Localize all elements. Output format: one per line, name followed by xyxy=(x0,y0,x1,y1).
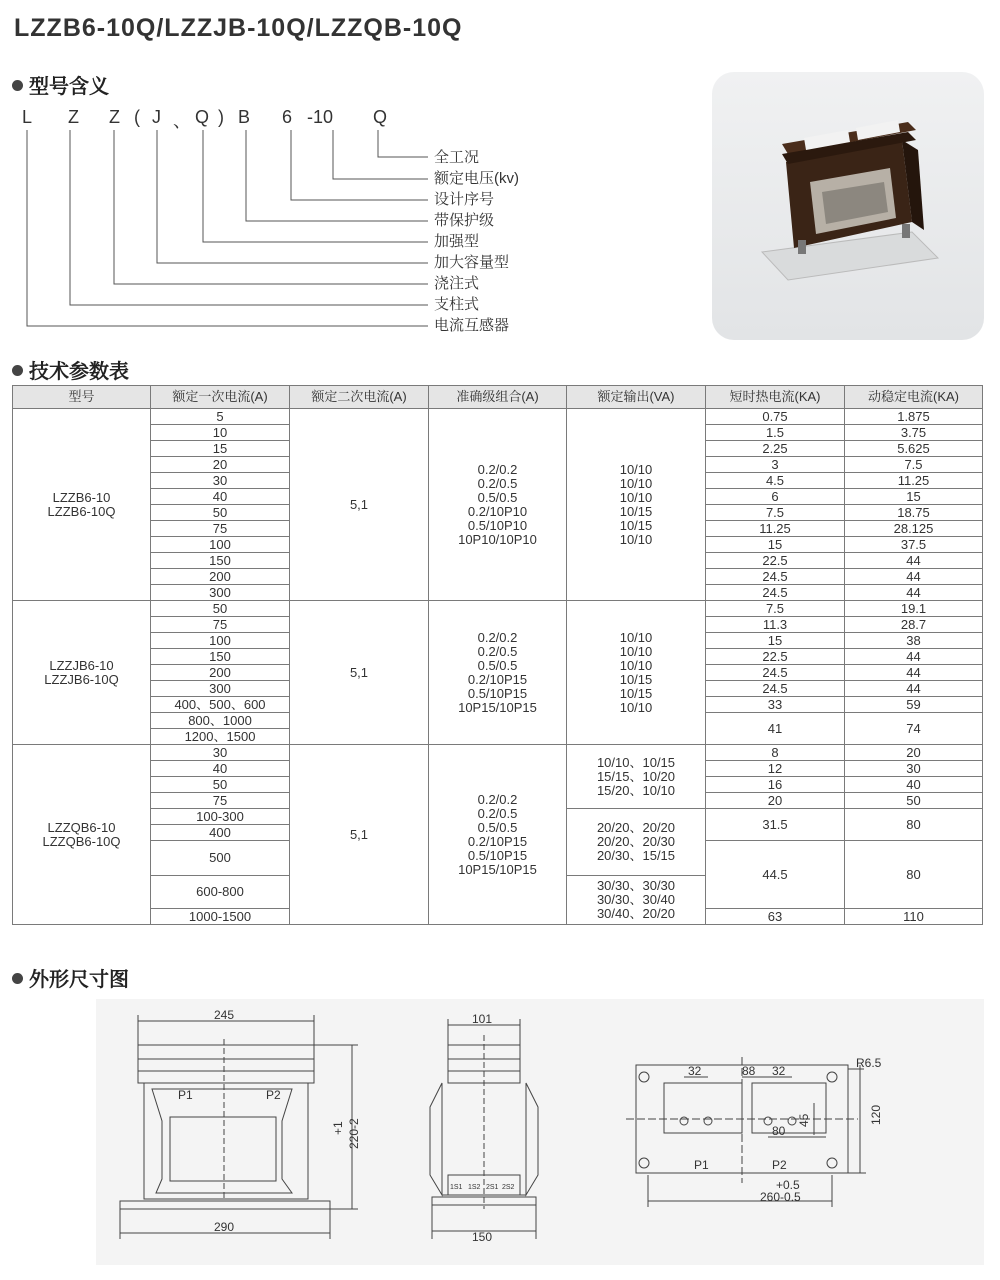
code-char: 6 xyxy=(282,107,293,127)
table-cell: 1000-1500 xyxy=(151,909,290,925)
table-cell: 28.7 xyxy=(845,617,983,633)
output-cell: 10/10、10/15 15/15、10/20 15/20、10/10 xyxy=(567,745,706,809)
model-cell: LZZJB6-10 LZZJB6-10Q xyxy=(13,601,151,745)
output-cell: 10/10 10/10 10/10 10/15 10/15 10/10 xyxy=(567,601,706,745)
table-cell: 300 xyxy=(151,681,290,697)
section-tech-params xyxy=(12,355,129,384)
dim-label: 80 xyxy=(772,1124,786,1138)
meaning-item: 加大容量型 xyxy=(434,254,510,271)
bullet-icon xyxy=(12,973,23,984)
table-cell: 80 xyxy=(845,841,983,909)
table-cell: 1.5 xyxy=(706,425,845,441)
table-cell: 44 xyxy=(845,585,983,601)
secondary-cell: 5,1 xyxy=(290,601,429,745)
table-cell: 40 xyxy=(151,489,290,505)
meaning-item: 加强型 xyxy=(434,233,480,250)
section-title: 型号含义 xyxy=(29,76,109,98)
outline-drawings xyxy=(96,999,984,1265)
terminal-label: 1S1 xyxy=(450,1184,463,1191)
table-cell: 30 xyxy=(151,745,290,761)
table-cell: 50 xyxy=(151,505,290,521)
table-cell: 150 xyxy=(151,649,290,665)
bullet-icon xyxy=(12,80,23,91)
table-cell: 800、1000 xyxy=(151,713,290,729)
dim-label: 32 xyxy=(688,1064,702,1078)
dim-label: R6.5 xyxy=(856,1056,882,1070)
table-cell: 33 xyxy=(706,697,845,713)
table-cell: 41 xyxy=(706,713,845,745)
table-cell: 3.75 xyxy=(845,425,983,441)
section-title: 技术参数表 xyxy=(29,361,129,383)
table-row xyxy=(13,745,983,761)
code-char: B xyxy=(238,107,251,127)
table-cell: 15 xyxy=(706,633,845,649)
table-cell: 11.25 xyxy=(706,521,845,537)
table-cell: 10 xyxy=(151,425,290,441)
table-cell: 75 xyxy=(151,793,290,809)
dim-label: 150 xyxy=(472,1230,493,1244)
dim-label: 45 xyxy=(797,1113,811,1127)
column-header: 额定一次电流(A) xyxy=(151,386,290,409)
code-char: Z xyxy=(109,107,120,127)
table-cell: 500 xyxy=(151,841,290,876)
output-cell: 10/10 10/10 10/10 10/15 10/15 10/10 xyxy=(567,409,706,601)
table-cell: 110 xyxy=(845,909,983,925)
table-cell: 30 xyxy=(151,473,290,489)
dim-tolerance: +0.5 xyxy=(776,1178,800,1192)
terminal-label: 1S2 xyxy=(468,1184,481,1191)
meaning-item: 额定电压(kv) xyxy=(434,170,519,187)
meaning-item: 设计序号 xyxy=(434,191,495,208)
code-char: ( xyxy=(134,107,140,127)
column-header: 动稳定电流(KA) xyxy=(845,386,983,409)
accuracy-cell: 0.2/0.2 0.2/0.5 0.5/0.5 0.2/10P10 0.5/10P10 10P10/10P10 xyxy=(429,409,567,601)
table-row xyxy=(13,601,983,617)
code-char: ) xyxy=(218,107,224,127)
table-cell: 38 xyxy=(845,633,983,649)
model-cell: LZZQB6-10 LZZQB6-10Q xyxy=(13,745,151,925)
secondary-cell: 5,1 xyxy=(290,409,429,601)
table-cell: 15 xyxy=(845,489,983,505)
transformer-image xyxy=(712,72,984,340)
dim-label: 220-2 xyxy=(347,1118,361,1149)
table-cell: 8 xyxy=(706,745,845,761)
accuracy-cell: 0.2/0.2 0.2/0.5 0.5/0.5 0.2/10P15 0.5/10P15 10P15/10P15 xyxy=(429,601,567,745)
page-title: LZZB6-10Q/LZZJB-10Q/LZZQB-10Q xyxy=(14,14,463,42)
model-leader-lines xyxy=(0,128,440,338)
table-cell: 20 xyxy=(845,745,983,761)
table-cell: 400、500、600 xyxy=(151,697,290,713)
table-cell: 7.5 xyxy=(706,505,845,521)
table-cell: 44 xyxy=(845,665,983,681)
table-cell: 7.5 xyxy=(706,601,845,617)
table-cell: 40 xyxy=(845,777,983,793)
table-row xyxy=(13,409,983,425)
dim-label: 32 xyxy=(772,1064,786,1078)
dim-label: 88 xyxy=(742,1064,756,1078)
table-cell: 150 xyxy=(151,553,290,569)
output-cell: 20/20、20/20 20/20、20/30 20/30、15/15 xyxy=(567,809,706,876)
table-header-row xyxy=(13,386,983,409)
table-cell: 20 xyxy=(706,793,845,809)
table-cell: 63 xyxy=(706,909,845,925)
table-cell: 44 xyxy=(845,553,983,569)
code-char: Z xyxy=(68,107,79,127)
table-cell: 59 xyxy=(845,697,983,713)
terminal-label: P1 xyxy=(694,1158,709,1172)
table-cell: 75 xyxy=(151,521,290,537)
table-cell: 1200、1500 xyxy=(151,729,290,745)
table-cell: 100 xyxy=(151,633,290,649)
terminal-label: P2 xyxy=(266,1088,281,1102)
table-cell: 24.5 xyxy=(706,681,845,697)
column-header: 短时热电流(KA) xyxy=(706,386,845,409)
model-cell: LZZB6-10 LZZB6-10Q xyxy=(13,409,151,601)
code-char: -10 xyxy=(307,107,334,127)
code-char: Q xyxy=(195,107,210,127)
table-cell: 24.5 xyxy=(706,569,845,585)
terminal-label: P1 xyxy=(178,1088,193,1102)
table-cell: 0.75 xyxy=(706,409,845,425)
table-cell: 44 xyxy=(845,649,983,665)
table-cell: 15 xyxy=(151,441,290,457)
table-cell: 24.5 xyxy=(706,585,845,601)
section-dimensions xyxy=(12,963,129,992)
product-photo xyxy=(712,72,984,340)
table-cell: 30 xyxy=(845,761,983,777)
table-cell: 3 xyxy=(706,457,845,473)
table-cell: 11.3 xyxy=(706,617,845,633)
table-cell: 400 xyxy=(151,825,290,841)
code-char: J xyxy=(152,107,161,127)
section-model-meaning xyxy=(12,70,109,99)
table-cell: 31.5 xyxy=(706,809,845,841)
table-cell: 100-300 xyxy=(151,809,290,825)
model-code xyxy=(18,107,398,129)
table-cell: 4.5 xyxy=(706,473,845,489)
table-cell: 2.25 xyxy=(706,441,845,457)
table-cell: 40 xyxy=(151,761,290,777)
table-cell: 200 xyxy=(151,665,290,681)
table-cell: 12 xyxy=(706,761,845,777)
table-cell: 50 xyxy=(151,601,290,617)
table-cell: 80 xyxy=(845,809,983,841)
dim-tolerance: +1 xyxy=(331,1121,345,1135)
code-char: 、 xyxy=(173,111,191,131)
table-cell: 5.625 xyxy=(845,441,983,457)
table-cell: 44 xyxy=(845,681,983,697)
output-cell: 30/30、30/30 30/30、30/40 30/40、20/20 xyxy=(567,876,706,925)
meaning-item: 浇注式 xyxy=(434,275,480,292)
table-cell: 24.5 xyxy=(706,665,845,681)
table-cell: 6 xyxy=(706,489,845,505)
column-header: 额定输出(VA) xyxy=(567,386,706,409)
table-cell: 37.5 xyxy=(845,537,983,553)
table-cell: 20 xyxy=(151,457,290,473)
dim-label: 290 xyxy=(214,1220,235,1234)
dim-label: 120 xyxy=(869,1104,883,1125)
secondary-cell: 5,1 xyxy=(290,745,429,925)
table-cell: 22.5 xyxy=(706,553,845,569)
table-cell: 15 xyxy=(706,537,845,553)
dim-label: 260-0.5 xyxy=(760,1190,801,1204)
meaning-item: 电流互感器 xyxy=(434,317,510,334)
table-cell: 11.25 xyxy=(845,473,983,489)
table-cell: 1.875 xyxy=(845,409,983,425)
column-header: 准确级组合(A) xyxy=(429,386,567,409)
dim-label: 245 xyxy=(214,1008,235,1022)
code-char: Q xyxy=(373,107,388,127)
table-cell: 16 xyxy=(706,777,845,793)
table-cell: 50 xyxy=(151,777,290,793)
table-cell: 600-800 xyxy=(151,876,290,909)
meaning-list xyxy=(434,147,519,336)
accuracy-cell: 0.2/0.2 0.2/0.5 0.5/0.5 0.2/10P15 0.5/10P15 10P15/10P15 xyxy=(429,745,567,925)
table-cell: 300 xyxy=(151,585,290,601)
column-header: 额定二次电流(A) xyxy=(290,386,429,409)
bullet-icon xyxy=(12,365,23,376)
table-cell: 18.75 xyxy=(845,505,983,521)
meaning-item: 支柱式 xyxy=(434,296,480,313)
table-cell: 22.5 xyxy=(706,649,845,665)
section-title: 外形尺寸图 xyxy=(29,969,129,991)
column-header: 型号 xyxy=(13,386,151,409)
spec-table xyxy=(12,385,983,925)
table-cell: 19.1 xyxy=(845,601,983,617)
dim-label: 101 xyxy=(472,1012,493,1026)
terminal-label: 2S1 xyxy=(486,1184,499,1191)
table-cell: 44 xyxy=(845,569,983,585)
table-cell: 50 xyxy=(845,793,983,809)
meaning-item: 带保护级 xyxy=(434,212,495,229)
table-cell: 74 xyxy=(845,713,983,745)
meaning-item: 全工况 xyxy=(434,149,480,166)
dimension-drawing xyxy=(96,999,984,1265)
table-cell: 28.125 xyxy=(845,521,983,537)
table-cell: 200 xyxy=(151,569,290,585)
table-cell: 100 xyxy=(151,537,290,553)
table-cell: 7.5 xyxy=(845,457,983,473)
table-cell: 5 xyxy=(151,409,290,425)
table-cell: 75 xyxy=(151,617,290,633)
table-cell: 44.5 xyxy=(706,841,845,909)
code-char: L xyxy=(22,107,33,127)
terminal-label: P2 xyxy=(772,1158,787,1172)
terminal-label: 2S2 xyxy=(502,1184,515,1191)
